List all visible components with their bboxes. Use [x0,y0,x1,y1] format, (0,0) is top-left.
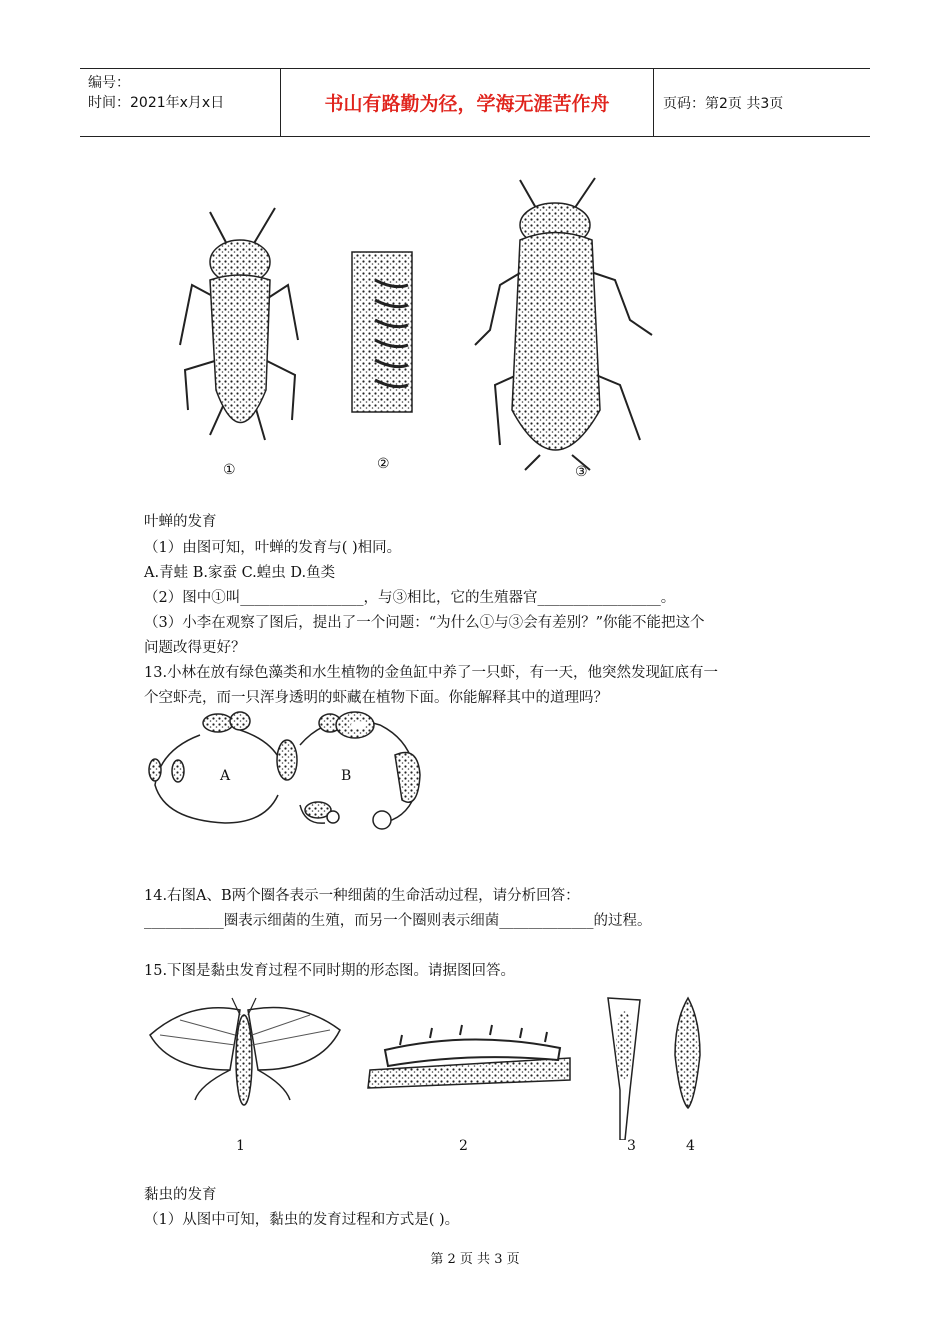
stage-label-4: 4 [686,1138,695,1154]
text-line: 问题改得更好？ [144,640,246,656]
leafhopper-figure [140,170,700,490]
stage-label-1: 1 [236,1138,245,1154]
pupa-in-leaf-drawing [608,998,640,1140]
egg-twig-drawing [352,252,412,412]
text-line: 黏虫的发育 [144,1187,217,1203]
header-motto: 书山有路勤为径，学海无涯苦作舟 [324,93,610,115]
page-footer: 第 2 页 共 3 页 [430,1252,520,1267]
text-line: 叶蝉的发育 [144,514,217,530]
text-line: （3）小李在观察了图后，提出了一个问题：“为什么①与③会有差别？”你能不能把这个 [144,615,705,631]
text-line: （1）由图可知，叶蝉的发育与( )相同。 [144,540,402,556]
stage-label-3: 3 [627,1138,636,1154]
header-divider [653,69,654,136]
text-line: A.青蛙 B.家蚕 C.蝗虫 D.鱼类 [144,565,336,581]
figure-label-3: ③ [575,464,588,480]
text-line: 15.下图是黏虫发育过程不同时期的形态图。请据图回答。 [144,963,516,979]
larva-drawing [368,1025,570,1088]
text-line: （1）从图中可知，黏虫的发育过程和方式是( )。 [144,1212,460,1228]
bacteria-cycle-figure [140,705,440,835]
page-header [80,68,870,137]
pupa-drawing [675,998,700,1108]
text-line: 14.右图A、B两个圈各表示一种细菌的生命活动过程，请分析回答： [144,888,580,904]
circle-b-label: B [341,768,352,784]
armyworm-figure [140,990,720,1140]
stage-label-2: 2 [459,1138,468,1154]
circle-a-label: A [220,768,231,784]
text-line: （2）图中①叫_________________，与③相比，它的生殖器官_________________。 [144,590,676,606]
text-line: ___________圈表示细菌的生殖，而另一个圈则表示细菌_____________的过程。 [144,913,652,929]
header-page-info: 页码：第2页 共3页 [663,96,784,112]
figure-label-1: ① [223,462,236,478]
serial-label: 编号： [88,75,130,91]
text-line: 13.小林在放有绿色藻类和水生植物的金鱼缸中养了一只虾，有一天，他突然发现缸底有一 [144,665,719,681]
date-label: 时间：2021年x月x日 [88,95,225,111]
moth-drawing [150,998,340,1105]
header-left-cell [80,69,280,136]
text-line: 个空虾壳，而一只浑身透明的虾藏在植物下面。你能解释其中的道理吗？ [144,690,608,706]
figure-label-2: ② [377,456,390,472]
